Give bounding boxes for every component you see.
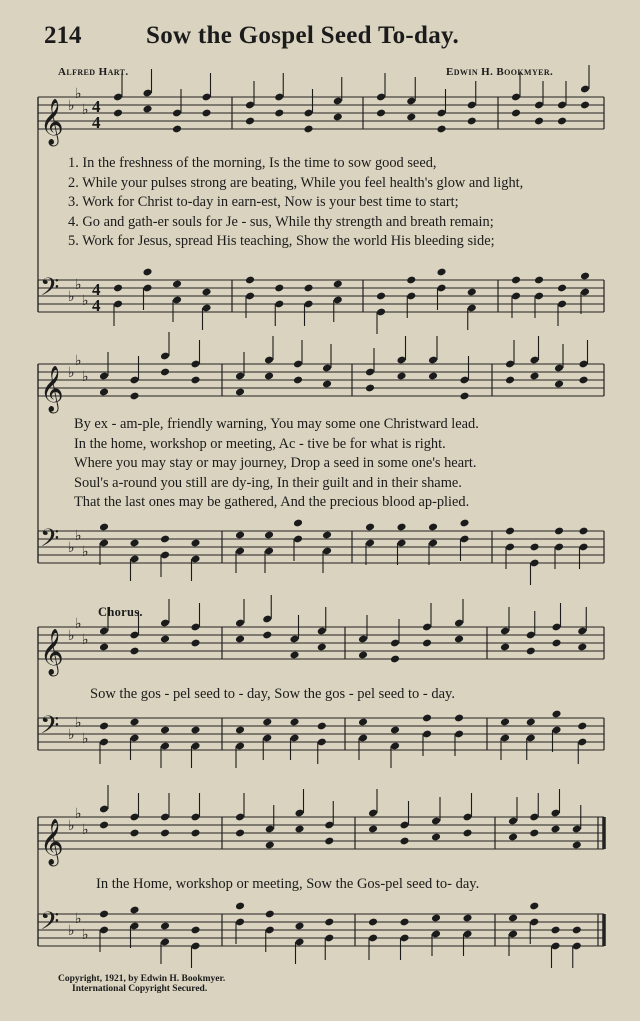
chorus-line: Sow the gos - pel seed to - day, Sow the gos - pel seed to - day.	[90, 686, 455, 702]
notehead	[235, 726, 245, 735]
flat-icon: ♭	[82, 102, 89, 118]
notehead	[580, 101, 590, 110]
notehead	[390, 655, 400, 664]
notehead	[511, 109, 521, 118]
time-signature: 4	[92, 296, 101, 315]
notehead	[142, 105, 152, 114]
notehead	[99, 523, 109, 532]
notehead	[467, 117, 477, 126]
composer-credit: Edwin H. Bookmyer.	[446, 66, 554, 78]
verse-line: 2. While your pulses strong are beating, While you feel health's glow and light,	[68, 174, 524, 191]
notehead	[160, 726, 170, 735]
flat-icon: ♭	[82, 293, 89, 309]
copyright-line: Copyright, 1921, by Edwin H. Bookmyer.	[58, 974, 226, 984]
notehead	[190, 926, 200, 935]
flat-icon: ♭	[82, 927, 89, 943]
notehead	[322, 531, 332, 540]
notehead	[294, 825, 304, 834]
notehead	[376, 109, 386, 118]
notehead	[365, 384, 375, 393]
notehead	[274, 284, 284, 293]
bass-clef-icon: 𝄢	[40, 907, 60, 942]
hymn-number: 214	[44, 22, 82, 49]
notehead	[399, 837, 409, 846]
flat-icon: ♭	[82, 544, 89, 560]
notehead	[459, 392, 469, 401]
notehead	[368, 825, 378, 834]
flat-icon: ♭	[68, 289, 75, 305]
notehead	[526, 718, 536, 727]
notehead	[390, 726, 400, 735]
notehead	[289, 651, 299, 660]
notehead	[358, 718, 368, 727]
flat-icon: ♭	[68, 540, 75, 556]
notehead	[274, 109, 284, 118]
notehead	[577, 722, 587, 731]
notehead	[190, 376, 200, 385]
notehead	[99, 643, 109, 652]
notehead	[172, 280, 182, 289]
flat-icon: ♭	[68, 923, 75, 939]
notehead	[365, 523, 375, 532]
notehead	[580, 272, 590, 281]
notehead	[129, 647, 139, 656]
notehead	[333, 113, 343, 122]
notehead	[505, 527, 515, 536]
time-signature: 4	[92, 113, 101, 132]
notehead	[529, 543, 539, 552]
notehead	[529, 829, 539, 838]
notehead	[265, 910, 275, 919]
notehead	[113, 109, 123, 118]
notehead	[201, 288, 211, 297]
notehead	[578, 376, 588, 385]
notehead	[462, 829, 472, 838]
notehead	[322, 380, 332, 389]
notehead	[129, 392, 139, 401]
flat-icon: ♭	[82, 822, 89, 838]
notehead	[142, 268, 152, 277]
notehead	[534, 276, 544, 285]
notehead	[557, 284, 567, 293]
notehead	[422, 714, 432, 723]
notehead	[129, 539, 139, 548]
notehead	[376, 292, 386, 301]
flat-icon: ♭	[82, 731, 89, 747]
lyricist-credit: Alfred Hart.	[58, 66, 129, 78]
flat-icon: ♭	[75, 715, 82, 731]
notehead	[235, 388, 245, 397]
notehead	[554, 380, 564, 389]
notehead	[264, 372, 274, 381]
notehead	[500, 643, 510, 652]
flat-icon: ♭	[75, 528, 82, 544]
notehead	[511, 276, 521, 285]
notehead	[235, 635, 245, 644]
verse-continuation: In the home, workshop or meeting, Ac - tive be for what is right.	[74, 435, 446, 452]
notehead	[190, 726, 200, 735]
chorus-line: In the Home, workshop or meeting, Sow the Gos-pel seed to- day.	[96, 876, 480, 892]
staff	[38, 914, 604, 946]
notehead	[160, 635, 170, 644]
notehead	[245, 276, 255, 285]
verse-line: 4. Go and gath-er souls for Je - sus, While thy strength and breath remain;	[68, 213, 494, 230]
verse-continuation: That the last ones may be gathered, And the precious blood ap-plied.	[74, 494, 470, 511]
flat-icon: ♭	[82, 369, 89, 385]
flat-icon: ♭	[75, 911, 82, 927]
staff	[38, 364, 604, 396]
notehead	[454, 635, 464, 644]
copyright-notice	[58, 974, 225, 994]
notehead	[190, 829, 200, 838]
notehead	[99, 388, 109, 397]
verse-continuation: Where you may stay or may journey, Drop a seed in some one's heart.	[74, 455, 477, 472]
notehead	[454, 714, 464, 723]
notehead	[508, 914, 518, 923]
notehead	[406, 113, 416, 122]
notehead	[235, 531, 245, 540]
flat-icon: ♭	[82, 632, 89, 648]
notehead	[201, 109, 211, 118]
notehead	[572, 926, 582, 935]
verse-line: 1. In the freshness of the morning, Is the time to sow good seed,	[68, 155, 437, 171]
verse-continuations	[74, 415, 479, 513]
verse-lines	[68, 154, 523, 252]
notehead	[160, 368, 170, 377]
notehead	[462, 914, 472, 923]
verse-line: 3. Work for Christ to-day in earn-est, Now is your best time to start;	[68, 194, 459, 211]
flat-icon: ♭	[75, 616, 82, 632]
notehead	[160, 922, 170, 931]
notehead	[264, 531, 274, 540]
notehead	[396, 523, 406, 532]
notehead	[99, 821, 109, 830]
notehead	[190, 639, 200, 648]
flat-icon: ♭	[68, 818, 75, 834]
staff	[38, 817, 604, 849]
flat-icon: ♭	[68, 628, 75, 644]
flat-icon: ♭	[68, 98, 75, 114]
notehead	[190, 539, 200, 548]
notehead	[317, 722, 327, 731]
notehead	[293, 519, 303, 528]
notehead	[551, 710, 561, 719]
notehead	[294, 922, 304, 931]
notehead	[505, 376, 515, 385]
notehead	[534, 117, 544, 126]
notehead	[406, 276, 416, 285]
verse-continuation: Soul's a-round you still are dy-ing, In their guilt and in their shame.	[74, 474, 462, 491]
notehead	[554, 527, 564, 536]
notehead	[428, 523, 438, 532]
chorus-label: Chorus.	[98, 605, 143, 619]
notehead	[368, 918, 378, 927]
notehead	[436, 125, 446, 134]
copyright-line: International Copyright Secured.	[72, 984, 208, 994]
time-signature: 4	[92, 280, 101, 299]
notehead	[129, 906, 139, 915]
notehead	[303, 284, 313, 293]
notehead	[500, 718, 510, 727]
treble-clef-icon: 𝄞	[40, 629, 64, 675]
notehead	[333, 280, 343, 289]
notehead	[293, 376, 303, 385]
notehead	[529, 372, 539, 381]
notehead	[551, 639, 561, 648]
staff	[38, 531, 604, 563]
notehead	[99, 910, 109, 919]
notehead	[399, 918, 409, 927]
notehead	[289, 718, 299, 727]
notehead	[557, 117, 567, 126]
notehead	[324, 918, 334, 927]
notehead	[262, 718, 272, 727]
notehead	[508, 833, 518, 842]
notehead	[113, 284, 123, 293]
notehead	[526, 647, 536, 656]
notehead	[550, 825, 560, 834]
notehead	[265, 841, 275, 850]
notehead	[431, 914, 441, 923]
flat-icon: ♭	[75, 806, 82, 822]
notehead	[262, 631, 272, 640]
notehead	[422, 639, 432, 648]
notehead	[529, 902, 539, 911]
notehead	[235, 829, 245, 838]
notehead	[245, 117, 255, 126]
notehead	[317, 643, 327, 652]
bass-clef-icon: 𝄢	[40, 273, 60, 308]
flat-icon: ♭	[68, 727, 75, 743]
notehead	[129, 718, 139, 727]
treble-clef-icon: 𝄞	[40, 99, 64, 145]
flat-icon: ♭	[68, 365, 75, 381]
notehead	[160, 535, 170, 544]
notehead	[160, 829, 170, 838]
notehead	[172, 125, 182, 134]
bass-clef-icon: 𝄢	[40, 711, 60, 746]
flat-icon: ♭	[75, 277, 82, 293]
notehead	[324, 837, 334, 846]
flat-icon: ♭	[75, 353, 82, 369]
notehead	[396, 372, 406, 381]
notehead	[436, 268, 446, 277]
notehead	[577, 643, 587, 652]
notehead	[572, 841, 582, 850]
notehead	[550, 926, 560, 935]
notehead	[358, 651, 368, 660]
verse-continuation: By ex - am-ple, friendly warning, You may some one Christward lead.	[74, 416, 479, 432]
hymn-title: Sow the Gospel Seed To-day.	[146, 22, 460, 49]
notehead	[99, 722, 109, 731]
verse-line: 5. Work for Jesus, spread His teaching, Show the world His bleeding side;	[68, 233, 495, 250]
notehead	[467, 288, 477, 297]
notehead	[129, 829, 139, 838]
treble-clef-icon: 𝄞	[40, 819, 64, 865]
notehead	[303, 125, 313, 134]
time-signature: 4	[92, 97, 101, 116]
treble-clef-icon: 𝄞	[40, 366, 64, 412]
bass-clef-icon: 𝄢	[40, 524, 60, 559]
notehead	[431, 833, 441, 842]
notehead	[459, 519, 469, 528]
notehead	[578, 527, 588, 536]
notehead	[235, 902, 245, 911]
flat-icon: ♭	[75, 86, 82, 102]
notehead	[428, 372, 438, 381]
